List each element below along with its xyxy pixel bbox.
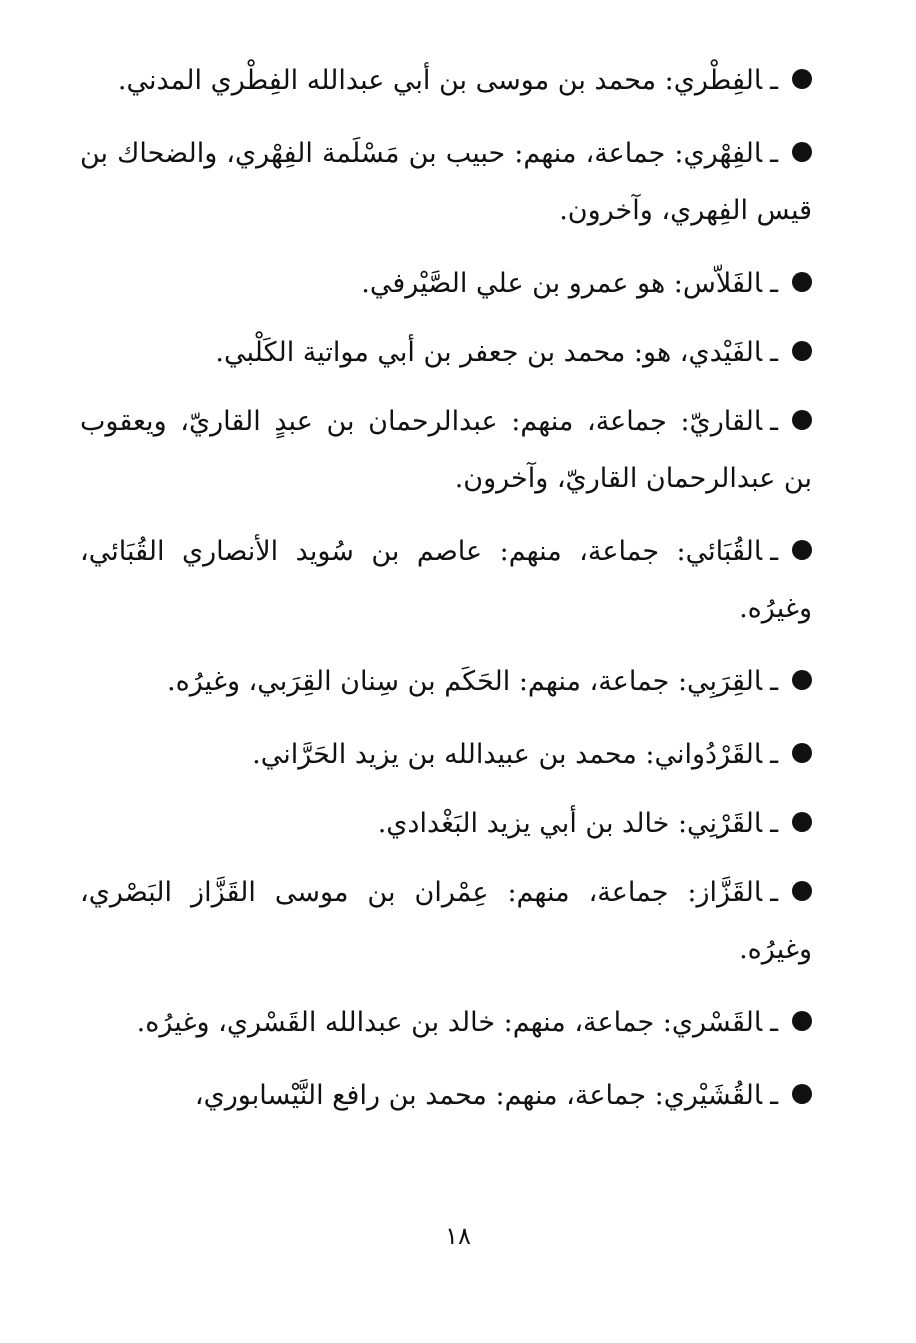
entry-list	[80, 52, 812, 1124]
bullet-icon	[792, 1011, 812, 1031]
entry-dash: ـ	[770, 406, 778, 437]
entry-alfallas	[80, 255, 812, 312]
bullet-icon	[792, 1084, 812, 1104]
entry-text: الفَيْدي، هو: محمد بن جعفر بن أبي مواتية الكَلْبي.	[215, 337, 763, 368]
entry-alqari	[80, 393, 812, 507]
entry-dash: ـ	[770, 808, 778, 839]
entry-dash: ـ	[770, 1007, 778, 1038]
entry-alfitri	[80, 52, 812, 109]
page-number: ١٨	[445, 1222, 471, 1250]
bullet-icon	[792, 743, 812, 763]
entry-text: القَرْدُواني: محمد بن عبيدالله بن يزيد الحَرَّاني.	[252, 739, 763, 770]
entry-alqazzaz	[80, 864, 812, 978]
entry-text: الفَلاّس: هو عمرو بن علي الصَّيْرفي.	[361, 268, 763, 299]
entry-dash: ـ	[770, 268, 778, 299]
bullet-icon	[792, 341, 812, 361]
bullet-icon	[792, 540, 812, 560]
entry-text: الفِطْري: محمد بن موسى بن أبي عبدالله الفِطْري المدني.	[117, 65, 763, 96]
bullet-icon	[792, 881, 812, 901]
entry-alqirabi	[80, 653, 812, 710]
entry-dash: ـ	[770, 138, 778, 169]
bullet-icon	[792, 142, 812, 162]
entry-text: القَسْري: جماعة، منهم: خالد بن عبدالله القَسْري، وغيرُه.	[136, 1007, 763, 1038]
bullet-icon	[792, 69, 812, 89]
entry-alqubai	[80, 523, 812, 637]
entry-dash: ـ	[770, 1080, 778, 1111]
entry-alfihri	[80, 125, 812, 239]
entry-dash: ـ	[770, 666, 778, 697]
entry-alqasri	[80, 994, 812, 1051]
entry-dash: ـ	[770, 337, 778, 368]
entry-alqushayri	[80, 1067, 812, 1124]
entry-text: القِرَبِي: جماعة، منهم: الحَكَم بن سِنان القِرَبي، وغيرُه.	[167, 666, 763, 697]
bullet-icon	[792, 670, 812, 690]
entry-alqarduwani	[80, 726, 812, 783]
entry-dash: ـ	[770, 877, 778, 908]
entry-dash: ـ	[770, 739, 778, 770]
bullet-icon	[792, 272, 812, 292]
entry-text: القَزَّاز: جماعة، منهم: عِمْران بن موسى القَزَّاز البَصْري، وغيرُه.	[80, 877, 812, 965]
entry-text: القُشَيْري: جماعة، منهم: محمد بن رافع النَّيْسابوري،	[194, 1080, 763, 1111]
entry-text: الفِهْري: جماعة، منهم: حبيب بن مَسْلَمة الفِهْري، والضحاك بن قيس الفِهري، وآخرون.	[80, 138, 812, 226]
entry-dash: ـ	[770, 536, 778, 567]
entry-alfaydi	[80, 324, 812, 381]
entry-dash: ـ	[770, 65, 778, 96]
bullet-icon	[792, 812, 812, 832]
entry-text: القَرْنِي: خالد بن أبي يزيد البَغْدادي.	[377, 808, 763, 839]
entry-text: القاريّ: جماعة، منهم: عبدالرحمان بن عبدٍ القاريّ، ويعقوب بن عبدالرحمان القاريّ، وآخرون.	[80, 406, 812, 494]
entry-alqarni	[80, 795, 812, 852]
entry-text: القُبَائي: جماعة، منهم: عاصم بن سُويد الأنصاري القُبَائي، وغيرُه.	[80, 536, 812, 624]
bullet-icon	[792, 410, 812, 430]
